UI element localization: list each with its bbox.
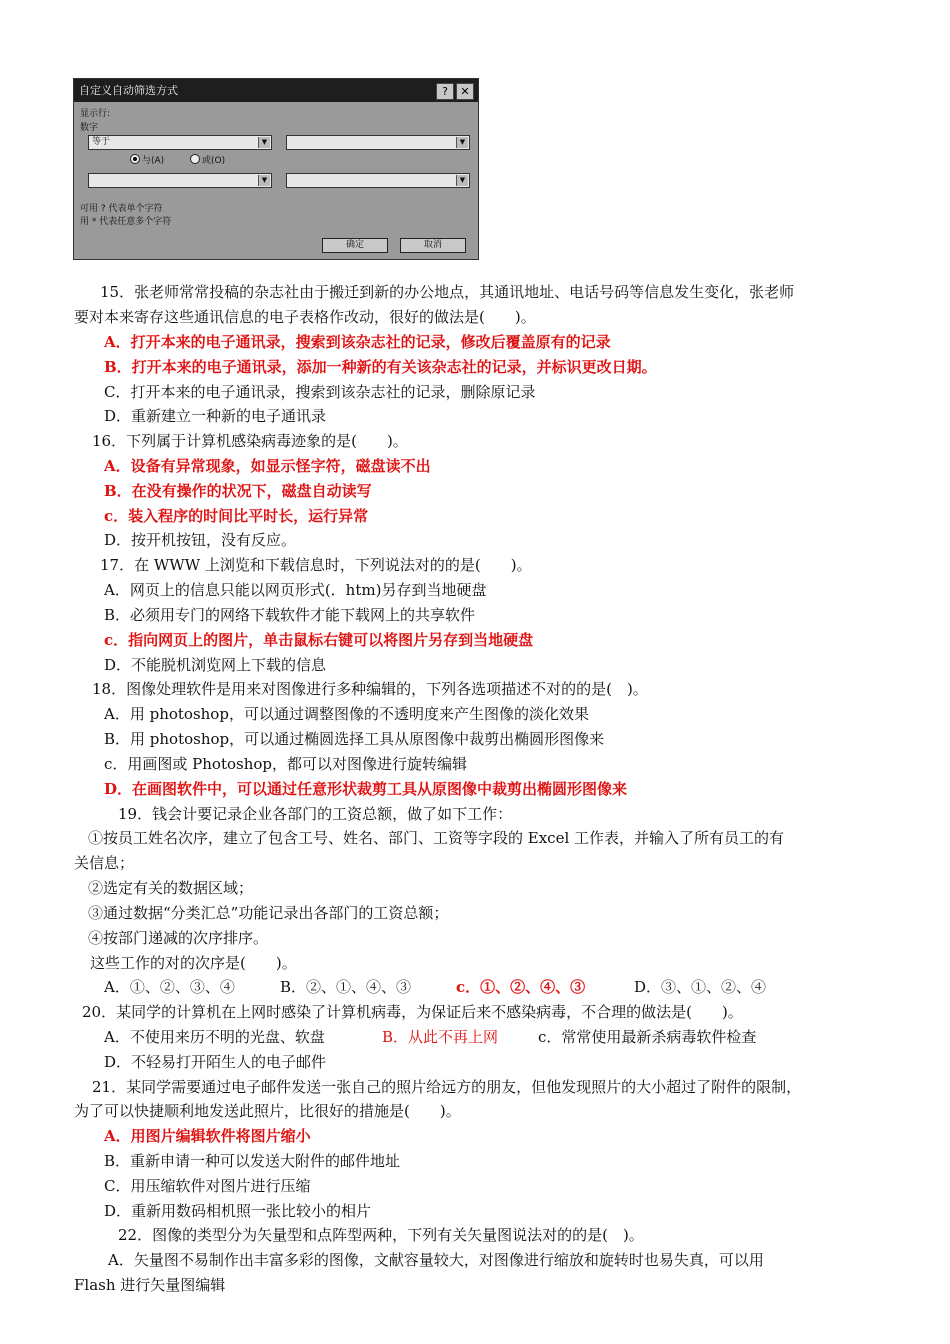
- q17-option-a: A．网页上的信息只能以网页形式(．htm)另存到当地硬盘: [104, 581, 487, 599]
- show-rows-label: 显示行:: [80, 109, 111, 119]
- radio-unselected-icon: [190, 154, 200, 164]
- or-radio-label: 或(O): [202, 156, 226, 166]
- field-label: 数字: [80, 123, 99, 133]
- q17-option-b: B．必须用专门的网络下载软件才能下载网上的共享软件: [104, 606, 476, 624]
- q15-stem-line1: 15．张老师常常投稿的杂志社由于搬迁到新的办公地点，其通讯地址、电话号码等信息发生变化，张老师: [100, 283, 795, 301]
- q21-option-a: A．用图片编辑软件将图片缩小: [104, 1127, 311, 1145]
- value2-select[interactable]: [286, 173, 470, 188]
- q18-stem: 18．图像处理软件是用来对图像进行多种编辑的，下列各选项描述不对的的是( )。: [92, 680, 648, 698]
- q22-option-a-line2: Flash 进行矢量图编辑: [74, 1276, 226, 1294]
- cancel-button[interactable]: 取消: [400, 238, 466, 253]
- q17-option-d: D．不能脱机浏览网上下载的信息: [104, 656, 327, 674]
- close-icon[interactable]: ✕: [456, 83, 474, 100]
- operator2-select[interactable]: [88, 173, 272, 188]
- q20-stem: 20．某同学的计算机在上网时感染了计算机病毒，为保证后来不感染病毒，不合理的做法是( )。: [82, 1003, 743, 1021]
- q20-option-c: c．常常使用最新杀病毒软件检查: [538, 1028, 757, 1046]
- q18-option-a: A．用 photoshop，可以通过调整图像的不透明度来产生图像的淡化效果: [104, 705, 589, 723]
- q19-step1-line2: 关信息；: [74, 854, 135, 872]
- q21-option-c: C．用压缩软件对图片进行压缩: [104, 1177, 311, 1195]
- q22-stem: 22．图像的类型分为矢量型和点阵型两种，下列有关矢量图说法对的的是( )。: [118, 1226, 644, 1244]
- q18-option-c: c．用画图或 Photoshop，都可以对图像进行旋转编辑: [104, 755, 468, 773]
- q20-option-d: D．不轻易打开陌生人的电子邮件: [104, 1053, 327, 1071]
- dialog-title: 自定义自动筛选方式: [79, 84, 178, 97]
- q19-question: 这些工作的对的次序是( )。: [90, 954, 297, 972]
- q15-option-a: A．打开本来的电子通讯录，搜索到该杂志社的记录，修改后覆盖原有的记录: [104, 333, 611, 351]
- and-radio-label: 与(A): [142, 156, 165, 166]
- q19-option-d: D．③、①、②、④: [634, 978, 767, 996]
- chevron-down-icon: ▼: [456, 137, 468, 148]
- q16-stem: 16．下列属于计算机感染病毒迹象的是( )。: [92, 432, 408, 450]
- q15-option-d: D．重新建立一种新的电子通讯录: [104, 407, 327, 425]
- q20-options-line1: [104, 1027, 756, 1047]
- chevron-down-icon: ▼: [258, 137, 270, 148]
- q22-option-a-line1: A．矢量图不易制作出丰富多彩的图像，文献容量较大，对图像进行缩放和旋转时也易失真，可以用: [108, 1251, 764, 1269]
- q15-option-b: B．打开本来的电子通讯录，添加一种新的有关该杂志社的记录，并标识更改日期。: [104, 358, 657, 376]
- radio-selected-icon: [130, 154, 140, 164]
- q16-option-c: c．装入程序的时间比平时长，运行异常: [104, 507, 369, 525]
- chevron-down-icon: ▼: [456, 175, 468, 186]
- q19-option-a: A．①、②、③、④: [104, 978, 235, 996]
- hint-line-2: 用 * 代表任意多个字符: [80, 217, 172, 227]
- dialog-title-bar: [74, 79, 478, 102]
- operator1-value: 等于: [92, 137, 111, 147]
- q19-step2: ②选定有关的数据区域；: [88, 879, 254, 897]
- value1-select[interactable]: [286, 135, 470, 150]
- operator1-select[interactable]: [88, 135, 272, 150]
- q18-option-d: D．在画图软件中，可以通过任意形状裁剪工具从原图像中裁剪出椭圆形图像来: [104, 780, 628, 798]
- q15-option-c: C．打开本来的电子通讯录，搜索到该杂志社的记录，删除原记录: [104, 383, 536, 401]
- q19-step3: ③通过数据“分类汇总”功能记录出各部门的工资总额；: [88, 904, 449, 922]
- q15-stem-line2: 要对本来寄存这些通讯信息的电子表格作改动，很好的做法是( )。: [74, 308, 536, 326]
- q19-options: [104, 977, 766, 997]
- q19-step4: ④按部门递减的次序排序。: [88, 929, 269, 947]
- q18-option-b: B．用 photoshop，可以通过椭圆选择工具从原图像中裁剪出椭圆形图像来: [104, 730, 605, 748]
- q21-option-d: D．重新用数码相机照一张比较小的相片: [104, 1202, 372, 1220]
- q19-option-b: B．②、①、④、③: [280, 978, 412, 996]
- q20-option-a: A．不使用来历不明的光盘、软盘: [104, 1028, 325, 1046]
- q16-option-b: B．在没有操作的状况下，磁盘自动读写: [104, 482, 372, 500]
- help-icon[interactable]: ?: [436, 83, 454, 100]
- q16-option-a: A．设备有异常现象，如显示怪字符，磁盘读不出: [104, 457, 431, 475]
- q19-option-c: c．①、②、④、③: [456, 978, 586, 996]
- q17-stem: 17．在 WWW 上浏览和下载信息时，下列说法对的的是( )。: [100, 556, 532, 574]
- q21-stem-line2: 为了可以快捷顺利地发送此照片，比很好的措施是( )。: [74, 1102, 461, 1120]
- and-radio[interactable]: [130, 153, 164, 166]
- q21-stem-line1: 21．某同学需要通过电子邮件发送一张自己的照片给远方的朋友，但他发现照片的大小超过了附件的限制，: [92, 1078, 802, 1096]
- q19-stem: 19．钱会计要记录企业各部门的工资总额，做了如下工作：: [118, 805, 513, 823]
- q19-step1-line1: ①按员工姓名次序，建立了包含工号、姓名、部门、工资等字段的 Excel 工作表，并输入了所有员工的有: [88, 829, 785, 847]
- hint-line-1: 可用 ? 代表单个字符: [80, 204, 163, 214]
- q17-option-c: c．指向网页上的图片，单击鼠标右键可以将图片另存到当地硬盘: [104, 631, 534, 649]
- autofilter-dialog-screenshot: [73, 78, 479, 260]
- q20-option-b: B．从此不再上网: [382, 1028, 499, 1046]
- ok-button[interactable]: 确定: [322, 238, 388, 253]
- q21-option-b: B．重新申请一种可以发送大附件的邮件地址: [104, 1152, 401, 1170]
- chevron-down-icon: ▼: [258, 175, 270, 186]
- q16-option-d: D．按开机按钮，没有反应。: [104, 531, 297, 549]
- or-radio[interactable]: [190, 153, 225, 166]
